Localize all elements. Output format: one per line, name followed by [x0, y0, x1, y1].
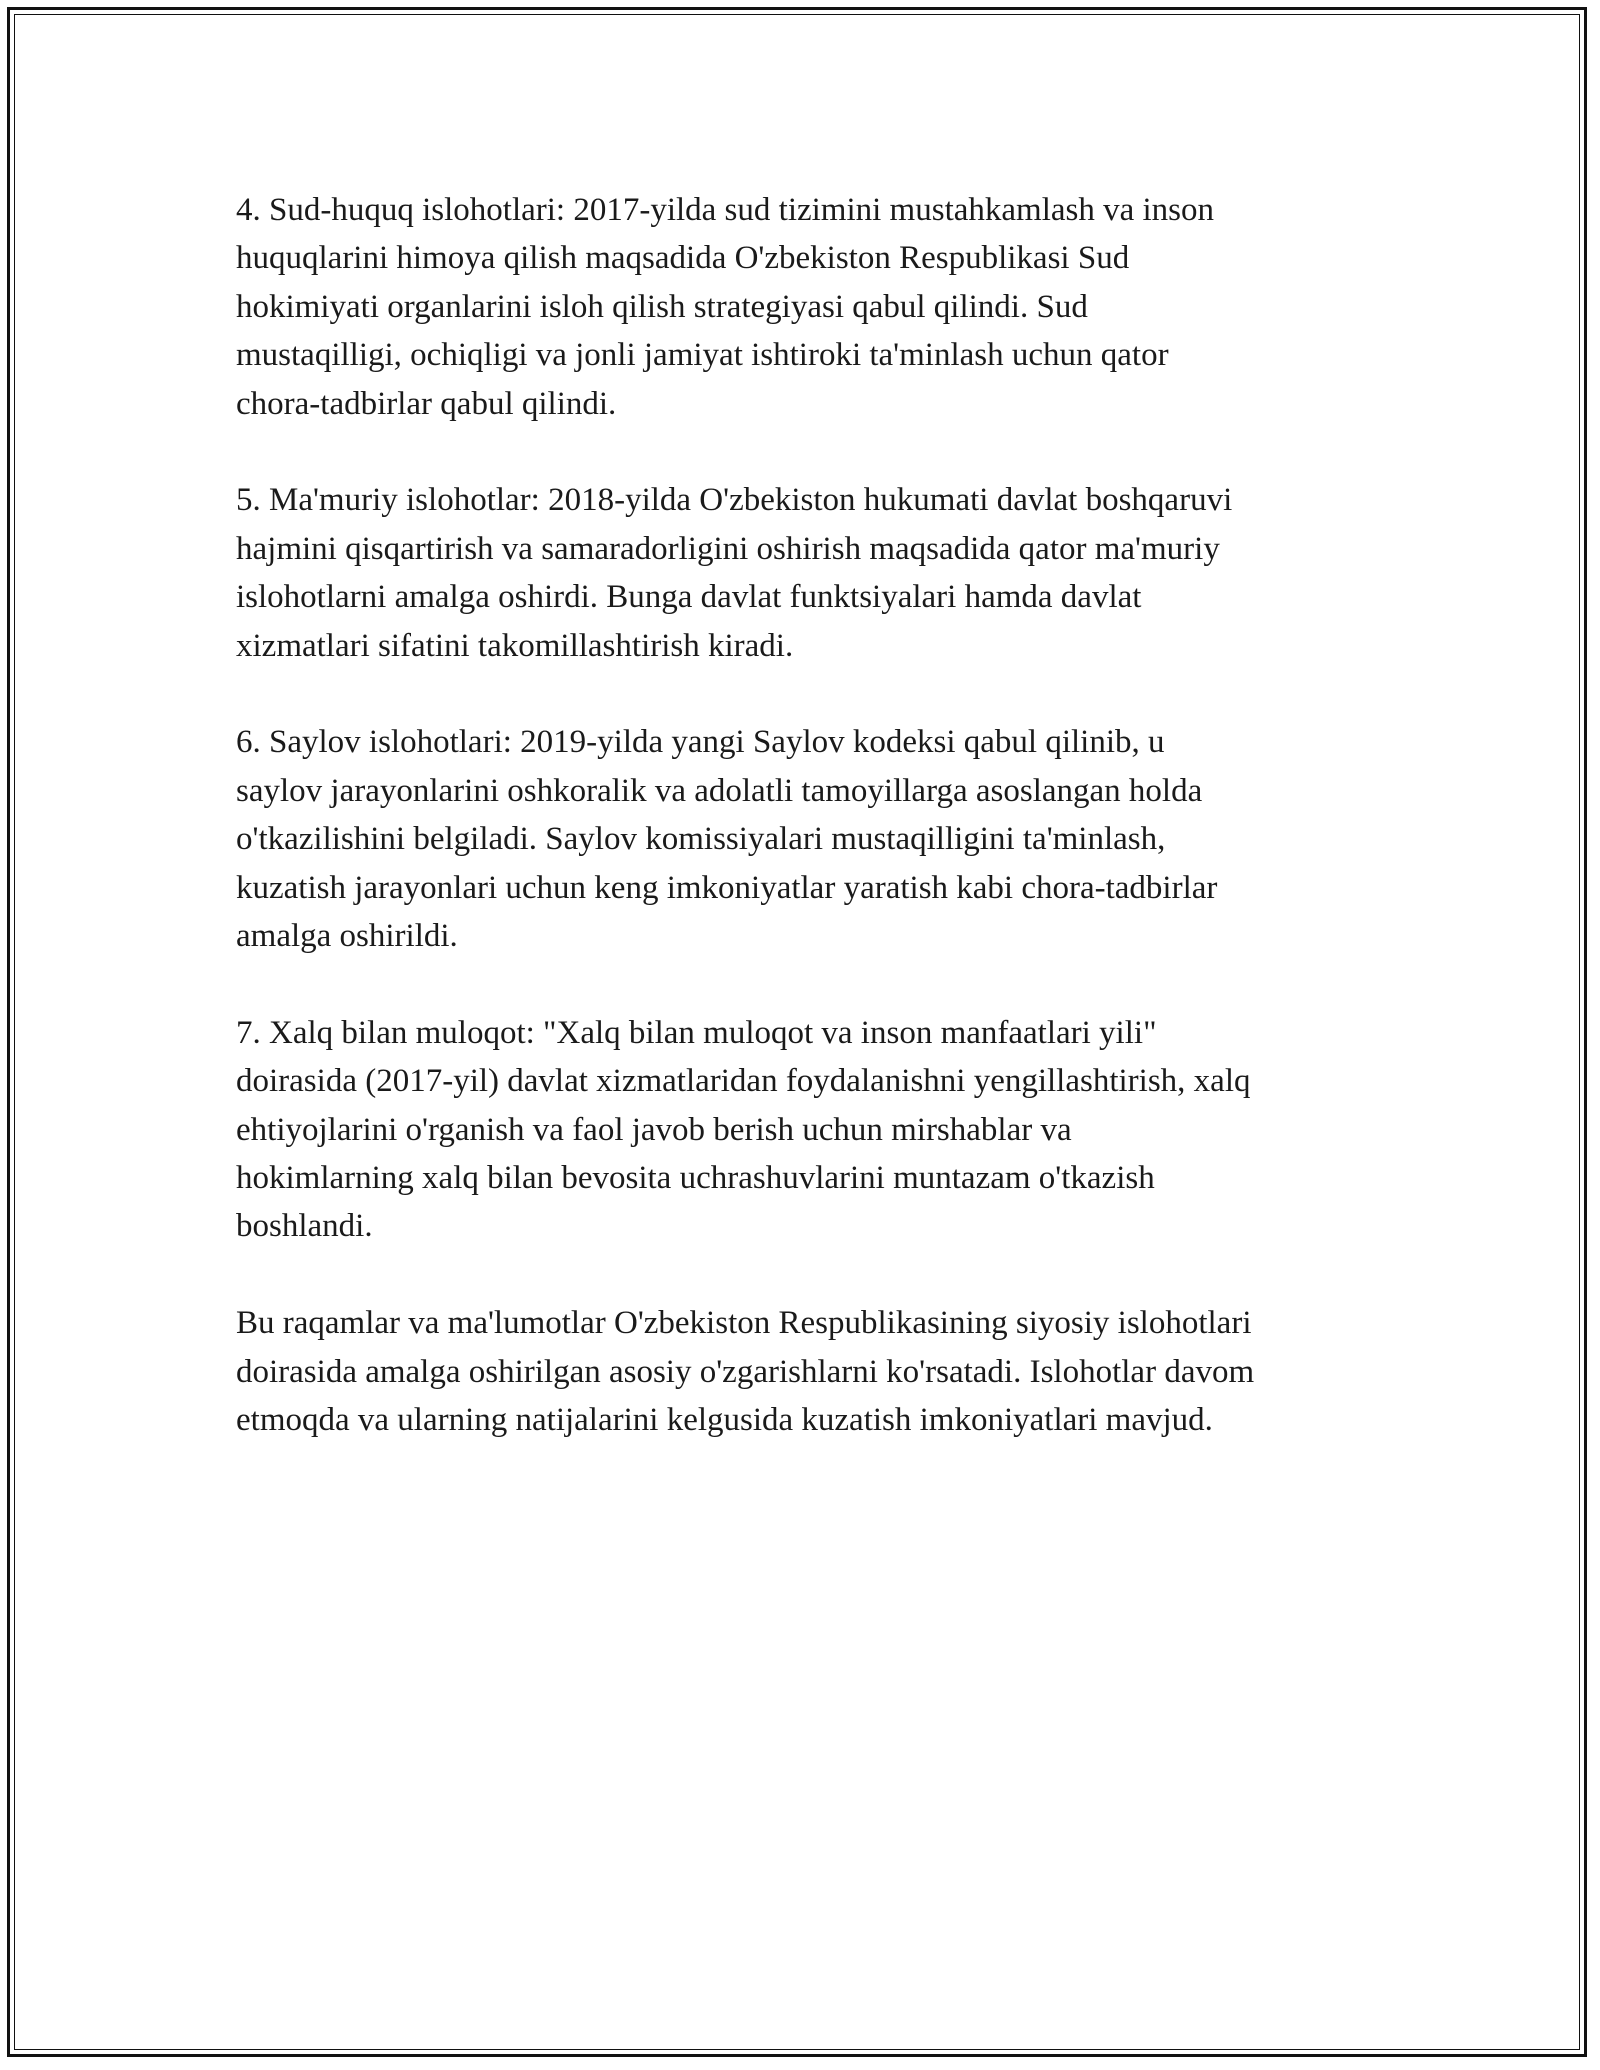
paragraph-electoral-reforms: 6. Saylov islohotlari: 2019-yilda yangi Saylov kodeksi qabul qilinib, u saylov jarayonlarini oshkoralik va adolatli tamoyillarga asoslangan holda o'tkazilishini belgiladi. Saylov komissiyalari mustaqilligini ta'minlash, kuzatish jarayonlari uchun keng imkoniyatlar yaratish kabi chora-tadbirlar amalga oshirildi.: [236, 724, 1218, 955]
paragraph-conclusion: Bu raqamlar va ma'lumotlar O'zbekiston Respublikasining siyosiy islohotlari doirasida amalga oshirilgan asosiy o'zgarishlarni ko'rsatadi. Islohotlar davom etmoqda va ularning natijalarini kelgusida kuzatish imkoniyatlari mavjud.: [236, 1305, 1255, 1439]
paragraph-judicial-reforms: 4. Sud-huquq islohotlari: 2017-yilda sud tizimini mustahkamlash va inson huquqlarini himoya qilish maqsadida O'zbekiston Respublikasi Sud hokimiyati organlarini isloh qilish strategiyasi qabul qilindi. Sud mustaqilligi, ochiqligi va jonli jamiyat ishtiroki ta'minlash uchun qator chora-tadbirlar qabul qilindi.: [236, 192, 1215, 422]
paragraph-public-dialogue: 7. Xalq bilan muloqot: "Xalq bilan muloqot va inson manfaatlari yili" doirasida (2017-yil) davlat xizmatlaridan foydalanishni yengillashtirish, xalq ehtiyojlarini o'rganish va faol javob berish uchun mirshablar va hokimlarning xalq bilan bevosita uchrashuvlarini muntazam o'tkazish boshlandi.: [236, 1014, 1251, 1245]
document-body: [236, 186, 1376, 1445]
paragraph-administrative-reforms: 5. Ma'muriy islohotlar: 2018-yilda O'zbekiston hukumati davlat boshqaruvi hajmini qisqartirish va samaradorligini oshirish maqsadida qator ma'muriy islohotlarni amalga oshirdi. Bunga davlat funktsiyalari hamda davlat xizmatlari sifatini takomillashtirish kiradi.: [236, 482, 1233, 664]
